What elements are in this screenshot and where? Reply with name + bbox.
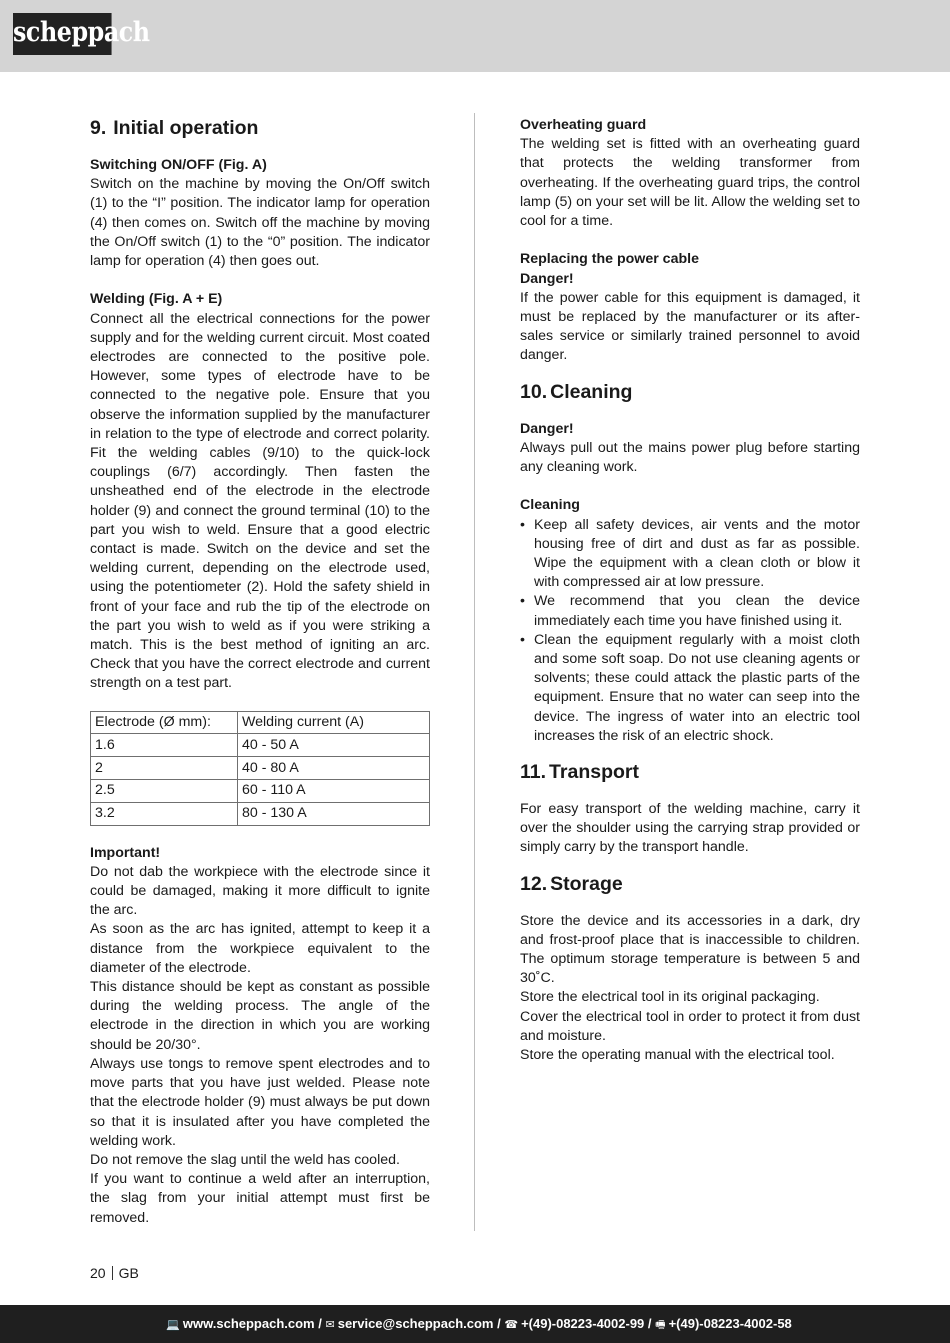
section-title: Storage [550,872,623,895]
footer-email-link[interactable]: service@scheppach.com [337,1316,494,1331]
header-bar [0,0,950,72]
storage-paragraph: Store the electrical tool in its original packaging. [520,989,820,1006]
table-row [91,780,430,803]
right-column [520,116,860,1065]
cleaning-danger-heading: Danger! [520,420,574,437]
footer-separator: / [647,1316,652,1331]
important-paragraph: This distance should be kept as constant as possible during the welding process. The angle of the electrode in the direction in which you are working should be 20/30°. [90,979,430,1053]
welding-heading: Welding (Fig. A + E) [90,291,223,308]
scheppach-logo: scheppach [13,13,112,55]
list-item: • Keep all safety devices, air vents and the motor housing free of dirt and dust as far as possible. Wipe the equipment with a clean cloth or blow it with compressed air at low pressure. [520,516,860,593]
footer-separator: / [497,1316,501,1331]
section-12-heading [520,872,860,896]
important-paragraph: If you want to continue a weld after an interruption, the slag from your initial attempt must first be removed. [90,1171,430,1226]
important-paragraph: Always use tongs to remove spent electrodes and to move parts that you have just welded. Please note that the electrode holder (9) must always be put down so that it is insulated after you have completed the welding work. [90,1055,430,1149]
electrode-current-table [90,711,430,826]
section-10-heading [520,380,860,404]
switching-heading: Switching ON/OFF (Fig. A) [90,157,267,173]
footer-bar [0,1305,950,1343]
section-number: 11. [520,761,547,784]
important-paragraph: Do not dab the workpiece with the electrode since it could be damaged, making it more difficult to ignite the arc. [90,863,430,919]
footer-fax: +(49)-08223-4002-58 [668,1316,792,1331]
cleaning-list [520,516,860,746]
section-11-heading [520,760,860,784]
section-title: Initial operation [113,117,259,139]
table-row [91,757,430,780]
storage-paragraph: Store the operating manual with the electrical tool. [520,1047,835,1064]
switching-text: Switch on the machine by moving the On/Off switch (1) to the “I” position. The indicator lamp for operation (4) then comes on. Switch off the machine by moving the On/Off switch (1) to the “0” position. The indicator lamp for operation (4) then goes out. [90,176,430,270]
footer-website-link[interactable]: www.scheppach.com [182,1316,315,1331]
overheating-heading: Overheating guard [520,117,647,133]
table-cell: 80 - 130 A [238,802,430,825]
computer-icon: 💻 [166,1319,180,1331]
section-number: 12. [520,872,548,895]
page-number [90,1264,139,1282]
table-cell: 3.2 [91,802,238,825]
page-separator [112,1266,113,1280]
table-header-row [91,711,430,734]
table-header-cell: Electrode (Ø mm): [91,711,238,734]
table-cell: 2 [91,757,238,780]
important-paragraph: As soon as the arc has ignited, attempt to keep it a distance from the workpiece equivalent to the diameter of the electrode. [90,921,430,976]
footer-separator: / [318,1316,322,1331]
fax-icon: 🖷 [655,1319,666,1331]
section-title: Cleaning [550,380,633,403]
list-item: • We recommend that you clean the device immediately each time you have finished using it. [520,592,860,630]
table-cell: 2.5 [91,780,238,803]
page-language: GB [118,1265,139,1281]
cleaning-heading: Cleaning [520,497,580,514]
storage-paragraph: Store the device and its accessories in a dark, dry and frost-proof place that is inaccessible to children. The optimum storage temperature is between 5 and 30˚C. [520,912,860,987]
overheating-text: The welding set is fitted with an overheating guard that protects the welding transformer from overheating. If the overheating guard trips, the control lamp (5) on your set will be lit. Allow the welding set to cool for a time. [520,136,860,230]
power-cable-heading: Replacing the power cable [520,251,699,268]
important-heading: Important! [90,844,161,861]
storage-paragraph: Cover the electrical tool in order to protect it from dust and moisture. [520,1008,860,1044]
section-title: Transport [549,761,639,784]
telephone-icon: ☎ [504,1319,519,1331]
table-cell: 60 - 110 A [238,780,430,803]
footer-phone: +(49)-08223-4002-99 [521,1316,645,1331]
table-cell: 40 - 80 A [238,757,430,780]
important-paragraph: Do not remove the slag until the weld has cooled. [90,1151,400,1168]
section-number: 10. [520,380,548,403]
transport-text: For easy transport of the welding machine, carry it over the shoulder using the carrying strap provided or simply carry by the transport handle. [520,801,860,856]
column-divider [474,113,475,1231]
list-item: • Clean the equipment regularly with a moist cloth and some soft soap. Do not use cleaning agents or solvents; these could attack the plastic parts of the equipment. Ensure that no water can seep into the device. The ingress of water into an electric tool increases the risk of an electric shock. [520,631,860,746]
power-cable-danger: Danger! [520,270,574,287]
table-cell: 1.6 [91,734,238,757]
cleaning-danger-text: Always pull out the mains power plug before starting any cleaning work. [520,439,860,476]
welding-text: Connect all the electrical connections for the power supply and for the welding current circuit. Most coated electrodes are connected to the positive pole. However, some types of electrode have to be connected to the negative pole. Ensure that you observe the information supplied by the manufacturer in relation to the type of electrode and correct polarity. Fit the welding cables (9/10) to the quick-lock couplings (6/7) accordingly. Then fasten the unsheathed end of the electrode in the electrode holder (9) and connect the ground terminal (10) to the part you wish to weld. Ensure that a good electric contact is made. Switch on the device and set the welding current, depending on the electrode used, using the potentiometer (2). Hold the safety shield in front of your face and rub the tip of the electrode on the part you wish to weld as if you were striking a match. This is the best method of igniting an arc. Check that you have the correct electrode and current strength on a test part. [90,310,430,692]
table-row [91,802,430,825]
table-cell: 40 - 50 A [238,734,430,757]
section-number: 9. [90,117,107,139]
page-number-value: 20 [90,1265,106,1281]
table-row [91,734,430,757]
power-cable-text: If the power cable for this equipment is damaged, it must be replaced by the manufacturer or its after-sales service or similarly trained personnel to avoid danger. [520,289,860,364]
left-column [90,116,430,1228]
table-header-cell: Welding current (A) [238,711,430,734]
section-9-heading [90,116,430,140]
envelope-icon: ✉ [325,1319,335,1331]
